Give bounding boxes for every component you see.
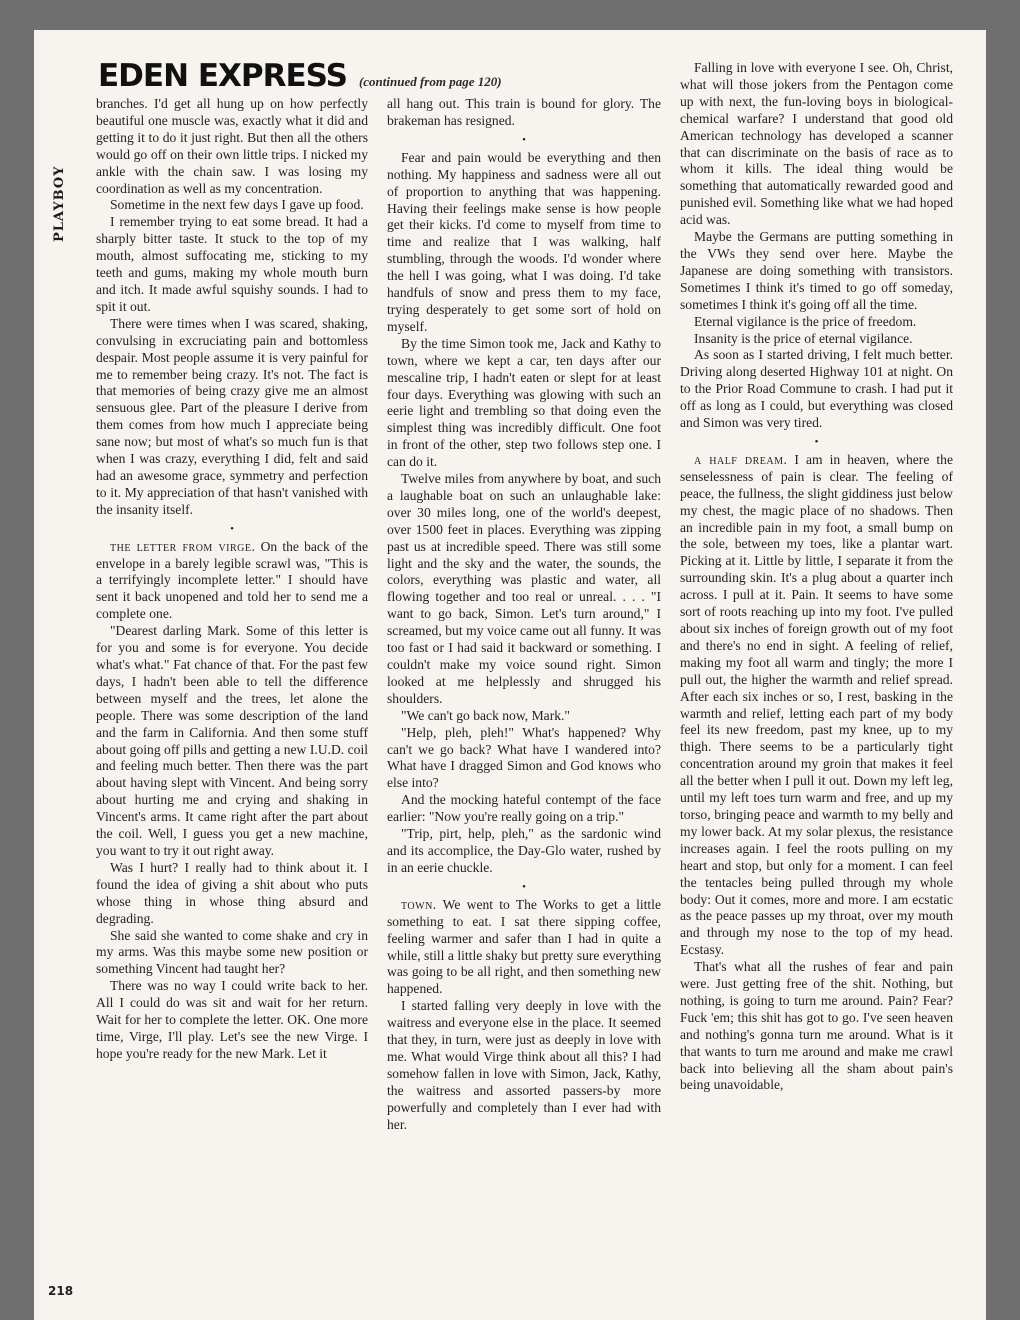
magazine-page — [34, 30, 986, 1320]
section-text: I am in heaven, where the senselessness of pain is clear. The feeling of peace, the fullness, the slight giddiness just below my chest, the magic place of no shadows. Then an incredible pain in my foot, a small bump on the sole, between my toes, like a plantar wart. Picking at it. Little by little, I separate it from the surrounding skin. It's a plug about a quarter inch across. I pull at it. Pain. It seems to have some sort of roots reaching up into my foot. I've pulled about six inches of foreign growth out of my foot and there's no end in sight. A feeling of relief, making my foot all warm and tingly; the more I pull out, the higher the warmth and relief spread. After each six inches or so, I rest, basking in the warmth and relief, letting each part of my body feel its new freedom, past my knee, up to my thigh. There seems to be a particularly tight concentration around my groin that makes it feel all the better when I pull it out. Down my left leg, until my left toes turn warm and free, and up my torso, bringing peace and warmth to my belly and my lower back. At my solar plexus, the resistance increases again. I feel the roots pulling on my heart and stop, but only for a moment. I can feel the tentacles being pulled through my whole body: Out it comes, more and more. I am ecstatic as the peace passes up my throat, over my mouth and through my nose to the top of my head. Ecstasy. — [680, 451, 953, 958]
paragraph: "Dearest darling Mark. Some of this letter is for you and some is for everyone. You decide what's what." Fat chance of that. For the past few days, I hadn't been able to tell the difference between myself and the trees, let alone the people. There was some description of the land and the farm in California. And then some stuff about going off pills and getting a new I.U.D. coil and feeling much better. Then there was the part about having slept with Vincent. And being sorry about hurting me and crying and shaking in Vincent's arms. It came right after the part about the coil. Well, I guess you get a new machine, you want to try it out right away. — [96, 623, 368, 858]
paragraph: Insanity is the price of eternal vigilance. — [694, 330, 913, 346]
magazine-name: PLAYBOY — [52, 165, 67, 242]
article-header — [98, 58, 502, 98]
paragraph: I remember trying to eat some bread. It had a sharply bitter taste. It stuck to the top of my mouth, almost suffocating me, sticking to my teeth and gums, making my whole mouth burn and itch. It made awful squishy sounds. I had to spit it out. — [96, 214, 368, 314]
section-separator: • — [814, 435, 819, 448]
section-paragraph — [387, 897, 661, 998]
paragraph: Falling in love with everyone I see. Oh, Christ, what will those jokers from the Pentagon come up with next, the fun-loving boys in biological-chemical warfare? I understand that good old American technology has developed a scanner that can discriminate on the basis of race as to whom it kills. The ideal thing would be something that automatically rewarded good and punished evil. Something like what we had hoped acid was. — [680, 60, 953, 228]
paragraph: branches. I'd get all hung up on how perfectly beautiful one muscle was, exactly what it did and getting it to do it just right. But then all the others would go off on their own little trips. I nicked my ankle with the chain saw. I was losing my coordination as well as my concentration. — [96, 96, 368, 196]
paragraph: As soon as I started driving, I felt much better. Driving along deserted Highway 101 at night. On to the Prior Road Commune to crash. I had put it off as long as I could, but everything was closed and Simon was very tired. — [680, 347, 953, 431]
paragraph: Fear and pain would be everything and then nothing. My happiness and sadness were all out of proportion to anything that was happening. Having their feelings make sense is how people get their kicks. I'd come to myself from time to time and realize that I was walking, half stumbling, through the woods. I'd wonder where the hell I was going, what I was doing. I'd take handfuls of snow and press them to my face, trying desperately to get some sort of hold on myself. — [387, 149, 661, 334]
article-title: EDEN EXPRESS — [98, 58, 347, 94]
magazine-name-vertical — [48, 58, 72, 248]
section-paragraph — [96, 539, 368, 624]
paragraph: By the time Simon took me, Jack and Kathy to town, where we kept a car, ten days after our mescaline trip, I hadn't eaten or slept for at least four days. Everything was glowing with such an eerie light and trembling so that doing even the simplest thing was incredibly difficult. One foot in front of the other, step two follows step one. I can do it. — [387, 335, 661, 470]
continued-note: (continued from page 120) — [358, 74, 502, 89]
paragraph: She said she wanted to come shake and cry in my arms. Was this maybe some new position or something Vincent had taught her? — [96, 927, 368, 977]
paragraph: I started falling very deeply in love with the waitress and everyone else in the place. It seemed that they, in turn, were just as deeply in love with me. What would Virge think about all this? I had somehow fallen in love with Simon, Jack, Kathy, the waitress and assorted passers-by more powerfully and completely than I ever had with her. — [387, 998, 661, 1132]
paragraph: There was no way I could write back to her. All I could do was sit and wait for her return. Wait for her to complete the letter. OK. One more time, Virge, I'll play. Let's see the new Virge. I hope you're ready for the new Mark. Let it — [96, 978, 368, 1061]
section-label: town. — [401, 896, 437, 912]
paragraph: That's what all the rushes of fear and pain were. Just getting free of the shit. Nothing, but nothing, is going to turn me around. Pain? Fear? Fuck 'em; this shit has got to go. I've seen heaven and nothing's gonna turn me around. What is it that wants to turn me around and make me crawl back into believing all the sham about pain's being unavoidable, — [680, 959, 953, 1093]
paragraph: Twelve miles from anywhere by boat, and such a laughable boat on such an unlaughable lake: over 30 miles long, one of the world's deepest, over 1500 feet in places. Everything was zipping past us at incredible speed. There was still some light and the sky and the water, the sounds, the colors, everything was plastic and water, all flowing together and too real or unreal. . . . "I want to go back, Simon. Let's turn around," I screamed, but my voice came out all funny. It was too fast or I had said it backward or something. I couldn't make my voice sound right. Simon looked at me helplessly and shrugged his shoulders. — [387, 471, 661, 706]
section-paragraph — [680, 452, 953, 959]
paragraph: Was I hurt? I really had to think about it. I found the idea of giving a shit about who puts whose thing in whose thing absurd and degrading. — [96, 859, 368, 926]
column-2 — [387, 96, 661, 1282]
column-1 — [96, 96, 368, 1282]
section-separator: • — [522, 133, 526, 146]
column-3 — [680, 60, 953, 1282]
paragraph: Sometime in the next few days I gave up food. — [110, 197, 364, 213]
section-label: a half dream. — [694, 451, 788, 467]
section-text: We went to The Works to get a little something to eat. I sat there sipping coffee, feeling warmer and safer than I had in quite a while, still a little shaky but pretty sure everything was going to be all right, and then something new happened. — [387, 896, 661, 997]
paragraph: all hang out. This train is bound for glory. The brakeman has resigned. — [387, 96, 661, 128]
section-label: the letter from virge. — [110, 538, 256, 554]
paragraph: And the mocking hateful contempt of the face earlier: "Now you're really going on a trip." — [387, 792, 661, 825]
section-separator: • — [522, 880, 526, 893]
page-number: 218 — [48, 1284, 74, 1298]
paragraph: "Help, pleh, pleh!" What's happened? Why can't we go back? What have I wandered into? What have I dragged Simon and God knows who else into? — [387, 724, 661, 791]
section-separator: • — [230, 522, 234, 535]
paragraph: Maybe the Germans are putting something in the VWs they send over here. Maybe the Japanese are doing something with transistors. Sometimes I think it's timed to go off someday, sometimes I think it's going off all the time. — [680, 229, 953, 312]
paragraph: There were times when I was scared, shaking, convulsing in excruciating pain and bottomless despair. Most people assume it is very painful for me to remember being crazy. It's not. The fact is that memories of being crazy give me an almost sensuous glee. Part of the pleasure I derive from them comes from how much I appreciate being sane now; but most of what's so much fun is that when I was crazy, everything I did, felt and said had an awesome grace, symmetry and perfection to it. My appreciation of that hasn't vanished with the insanity itself. — [96, 315, 368, 517]
section-text: On the back of the envelope in a barely legible scrawl was, "This is a terrifyingly incomplete letter." I should have sent it back unopened and told her to send me a complete one. — [96, 538, 368, 622]
paragraph: "Trip, pirt, help, pleh," as the sardonic wind and its accomplice, the Day-Glo water, rushed by in an eerie chuckle. — [387, 826, 661, 875]
paragraph: "We can't go back now, Mark." — [401, 707, 570, 723]
paragraph: Eternal vigilance is the price of freedom. — [694, 313, 917, 329]
